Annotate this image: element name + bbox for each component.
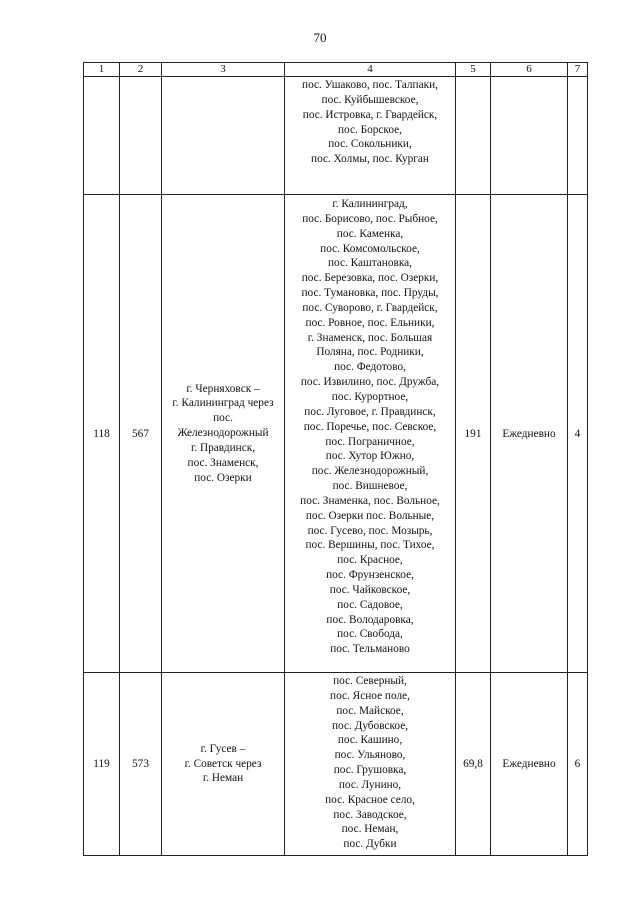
- stop-line: пос. Железнодорожный,: [311, 465, 429, 478]
- stop-line: пос. Фрунзенское,: [326, 569, 414, 582]
- stop-line: пос. Борисово, пос. Рыбное,: [302, 212, 438, 225]
- stop-line: пос. Луговое, г. Правдинск,: [304, 405, 436, 418]
- stop-line: пос. Кашино,: [337, 734, 403, 747]
- stop-line: пос. Заводское,: [333, 808, 407, 821]
- stop-line: пос. Извилино, пос. Дружба,: [300, 376, 440, 389]
- cell-count: 4: [568, 195, 588, 673]
- cell-code: 567: [120, 195, 162, 673]
- cell-count: [568, 77, 588, 195]
- stop-line: пос. Березовка, пос. Озерки,: [301, 272, 439, 285]
- cell-num: 118: [84, 195, 120, 673]
- route-line: пос.: [213, 412, 233, 425]
- route-line: Железнодорожный: [177, 427, 269, 440]
- table-row-118: [84, 195, 588, 673]
- routes-table: [83, 62, 588, 856]
- cell-stops: [285, 673, 456, 856]
- route-line: г. Неман: [202, 772, 244, 785]
- stop-line: пос. Вершины, пос. Тихое,: [305, 539, 435, 552]
- cell-stops: [285, 195, 456, 673]
- stop-line: пос. Лунино,: [338, 778, 402, 791]
- cell-stops: [285, 77, 456, 195]
- cell-schedule: Ежедневно: [491, 673, 568, 856]
- stop-line: пос. Красное село,: [325, 793, 415, 806]
- stop-line: пос. Красное,: [337, 554, 403, 567]
- table-row-continued: [84, 77, 588, 195]
- col-header-5: 5: [456, 63, 491, 77]
- cell-code: 573: [120, 673, 162, 856]
- stop-line: пос. Курортное,: [331, 390, 409, 403]
- cell-num: 119: [84, 673, 120, 856]
- col-header-2: 2: [120, 63, 162, 77]
- stop-line: пос. Ровное, пос. Ельники,: [305, 316, 435, 329]
- stop-line: пос. Суворово, г. Гвардейск,: [302, 301, 438, 314]
- cell-route: [162, 77, 285, 195]
- route-line: пос. Озерки: [194, 471, 252, 484]
- stop-line: пос. Холмы, пос. Курган: [311, 153, 429, 166]
- stop-line: пос. Каштановка,: [327, 257, 412, 270]
- cell-route: [162, 673, 285, 856]
- stop-line: пос. Дубовское,: [331, 719, 409, 732]
- route-line: пос. Знаменск,: [187, 456, 259, 469]
- stop-line: пос. Куйбышевское,: [321, 93, 419, 106]
- col-header-3: 3: [162, 63, 285, 77]
- route-line: г. Правдинск,: [190, 441, 256, 454]
- stop-line: пос. Вишневое,: [332, 480, 408, 493]
- route-line: г. Калининград через: [172, 397, 274, 410]
- cell-num: [84, 77, 120, 195]
- stop-line: пос. Майское,: [336, 704, 404, 717]
- col-header-6: 6: [491, 63, 568, 77]
- stop-line: пос. Садовое,: [337, 598, 403, 611]
- stop-line: пос. Озерки пос. Вольные,: [305, 509, 435, 522]
- cell-length: 191: [456, 195, 491, 673]
- cell-route: [162, 195, 285, 673]
- stop-line: пос. Неман,: [341, 823, 399, 836]
- table-row-119: [84, 673, 588, 856]
- stop-line: пос. Пограничное,: [325, 435, 415, 448]
- stop-line: пос. Федотово,: [334, 361, 406, 374]
- cell-code: [120, 77, 162, 195]
- header-row: [84, 63, 588, 77]
- route-line: г. Гусев –: [200, 742, 246, 755]
- stop-line: пос. Гусево, пос. Мозырь,: [307, 524, 433, 537]
- stop-line: пос. Каменка,: [336, 227, 404, 240]
- stop-line: пос. Поречье, пос. Севское,: [303, 420, 437, 433]
- stop-line: пос. Грушовка,: [333, 764, 407, 777]
- stop-line: пос. Свобода,: [337, 628, 403, 641]
- stop-line: пос. Борское,: [338, 123, 402, 136]
- col-header-7: 7: [568, 63, 588, 77]
- stop-line: пос. Ясное поле,: [330, 689, 410, 702]
- stop-line: пос. Ульяново,: [334, 749, 406, 762]
- cell-length: 69,8: [456, 673, 491, 856]
- cell-schedule: [491, 77, 568, 195]
- stop-line: пос. Тумановка, пос. Пруды,: [301, 287, 439, 300]
- cell-length: [456, 77, 491, 195]
- stop-line: пос. Володаровка,: [326, 613, 414, 626]
- stop-line: пос. Истровка, г. Гвардейск,: [302, 108, 438, 121]
- stop-line: пос. Хутор Южно,: [325, 450, 415, 463]
- stop-line: пос. Дубки: [343, 838, 397, 851]
- route-line: г. Черняховск –: [186, 382, 260, 395]
- stop-line: пос. Северный,: [333, 675, 407, 687]
- stop-line: пос. Ушаково, пос. Талпаки,: [302, 79, 438, 91]
- route-line: г. Советск через: [184, 757, 262, 770]
- col-header-4: 4: [285, 63, 456, 77]
- page-number: 70: [313, 30, 327, 45]
- col-header-1: 1: [84, 63, 120, 77]
- stop-line: г. Знаменск, пос. Большая: [307, 331, 433, 344]
- stop-line: пос. Комсомольское,: [320, 242, 420, 255]
- cell-schedule: Ежедневно: [491, 195, 568, 673]
- stop-line: пос. Тельманово: [330, 643, 410, 656]
- stop-line: пос. Чайковское,: [329, 583, 411, 596]
- stop-line: Поляна, пос. Родники,: [316, 346, 424, 359]
- stop-line: г. Калининград,: [332, 198, 408, 210]
- stop-line: пос. Сокольники,: [328, 138, 412, 151]
- stop-line: пос. Знаменка, пос. Вольное,: [300, 494, 440, 507]
- cell-count: 6: [568, 673, 588, 856]
